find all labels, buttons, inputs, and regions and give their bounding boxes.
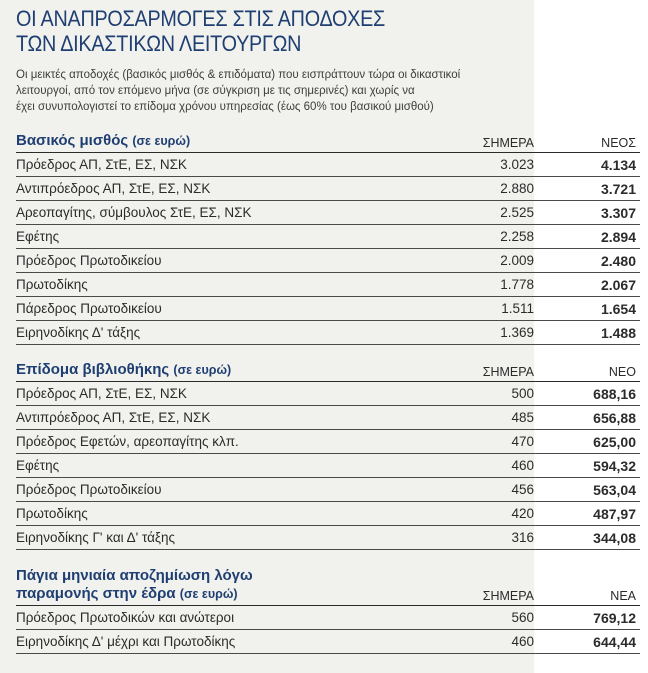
value-now: 2.525 [500,204,534,220]
table-row [16,382,640,406]
library-allowance-section [16,361,640,550]
table-row [16,297,640,321]
row-label: Πρόεδρος ΑΠ, ΣτΕ, ΕΣ, ΝΣΚ [16,157,187,172]
value-now: 470 [511,433,534,449]
column-header-new: ΝΕΑ [610,589,636,603]
column-header-now: ΣΗΜΕΡΑ [482,136,534,150]
value-new: 2.067 [600,276,636,293]
table-row [16,249,640,273]
section-header [16,585,640,606]
row-label: Πρόεδρος Εφετών, αρεοπαγίτης κλπ. [16,434,239,449]
value-new: 656,88 [593,409,636,426]
value-now: 316 [511,529,534,545]
value-now: 456 [511,481,534,497]
value-new: 563,04 [593,481,636,498]
value-new: 4.134 [600,156,636,173]
row-label: Εφέτης [16,229,60,244]
table-body [16,153,640,345]
row-label: Πρωτοδίκης [16,506,88,521]
row-label: Πρόεδρος Πρωτοδικών και ανώτεροι [16,610,235,625]
section-title: Βασικός μισθός (σε ευρώ) [16,132,191,149]
unit-label: (σε ευρώ) [132,134,191,148]
value-now: 500 [511,385,534,401]
table-row [16,273,640,297]
value-now: 485 [511,409,534,425]
section-header [16,361,640,382]
residence-compensation-section [16,567,640,654]
unit-label: (σε ευρώ) [173,363,232,377]
value-now: 560 [511,609,534,625]
table-row [16,630,640,654]
section-header [16,132,640,153]
row-label: Ειρηνοδίκης Γ' και Δ' τάξης [16,530,175,545]
unit-label: (σε ευρώ) [179,587,238,601]
row-label: Αρεοπαγίτης, σύμβουλος ΣτΕ, ΕΣ, ΝΣΚ [16,205,252,220]
table-row [16,321,640,345]
column-header-now: ΣΗΜΕΡΑ [482,589,534,603]
title-line-2: ΤΩΝ ΔΙΚΑΣΤΙΚΩΝ ΛΕΙΤΟΥΡΓΩΝ [16,31,302,56]
table-row [16,201,640,225]
intro-text [16,67,516,115]
value-new: 625,00 [593,433,636,450]
value-now: 460 [511,633,534,649]
table-row [16,526,640,550]
section-title-line-1: Πάγια μηνιαία αποζημίωση λόγω [16,567,253,584]
title-line-1: ΟΙ ΑΝΑΠΡΟΣΑΡΜΟΓΕΣ ΣΤΙΣ ΑΠΟΔΟΧΕΣ [16,6,385,31]
value-new: 344,08 [593,529,636,546]
intro-line-3: έχει συνυπολογιστεί το επίδομα χρόνου υπηρεσίας (έως 60% του βασικού μισθού) [16,101,434,113]
value-now: 3.023 [500,156,534,172]
value-new: 1.488 [600,324,636,341]
row-label: Ειρηνοδίκης Δ' τάξης [16,325,141,340]
row-label: Ειρηνοδίκης Δ' μέχρι και Πρωτοδίκης [16,634,236,649]
value-now: 2.258 [500,228,534,244]
table-body [16,606,640,654]
table-row [16,177,640,201]
row-label: Πρόεδρος ΑΠ, ΣτΕ, ΕΣ, ΝΣΚ [16,386,187,401]
value-now: 1.778 [500,276,534,292]
value-new: 594,32 [593,457,636,474]
row-label: Εφέτης [16,458,60,473]
basic-salary-section [16,132,640,345]
table-row [16,454,640,478]
column-header-now: ΣΗΜΕΡΑ [482,365,534,379]
value-new: 487,97 [593,505,636,522]
row-label: Πρόεδρος Πρωτοδικείου [16,482,162,497]
value-new: 644,44 [593,633,636,650]
column-header-new: ΝΕΟ [608,365,636,379]
table-row [16,606,640,630]
table-row [16,225,640,249]
row-label: Πάρεδρος Πρωτοδικείου [16,301,162,316]
value-new: 769,12 [593,609,636,626]
value-now: 420 [511,505,534,521]
page-title [16,6,509,56]
value-new: 2.894 [600,228,636,245]
row-label: Αντιπρόεδρος ΑΠ, ΣτΕ, ΕΣ, ΝΣΚ [16,410,211,425]
table-row [16,406,640,430]
value-new: 3.307 [600,204,636,221]
value-new: 2.480 [600,252,636,269]
value-now: 2.009 [500,252,534,268]
table-row [16,502,640,526]
intro-line-2: λειτουργοί, από τον επόμενο μήνα (σε σύγκριση με τις σημερινές) και χωρίς να [16,85,415,97]
row-label: Αντιπρόεδρος ΑΠ, ΣτΕ, ΕΣ, ΝΣΚ [16,181,211,196]
section-title-line-2: παραμονής στην έδρα [16,585,176,602]
column-header-new: ΝΕΟΣ [601,136,636,150]
value-new: 688,16 [593,385,636,402]
section-title [16,567,640,585]
value-new: 1.654 [600,300,636,317]
value-new: 3.721 [600,180,636,197]
value-now: 1.511 [501,300,534,316]
value-now: 2.880 [500,180,534,196]
value-now: 1.369 [500,324,534,340]
table-body [16,382,640,550]
section-title: Επίδομα βιβλιοθήκης (σε ευρώ) [16,361,232,378]
value-now: 460 [511,457,534,473]
table-row [16,153,640,177]
row-label: Πρωτοδίκης [16,277,88,292]
row-label: Πρόεδρος Πρωτοδικείου [16,253,162,268]
intro-line-1: Οι μεικτές αποδοχές (βασικός μισθός & επιδόματα) που εισπράττουν τώρα οι δικαστικοί [16,69,461,81]
table-row [16,478,640,502]
table-row [16,430,640,454]
